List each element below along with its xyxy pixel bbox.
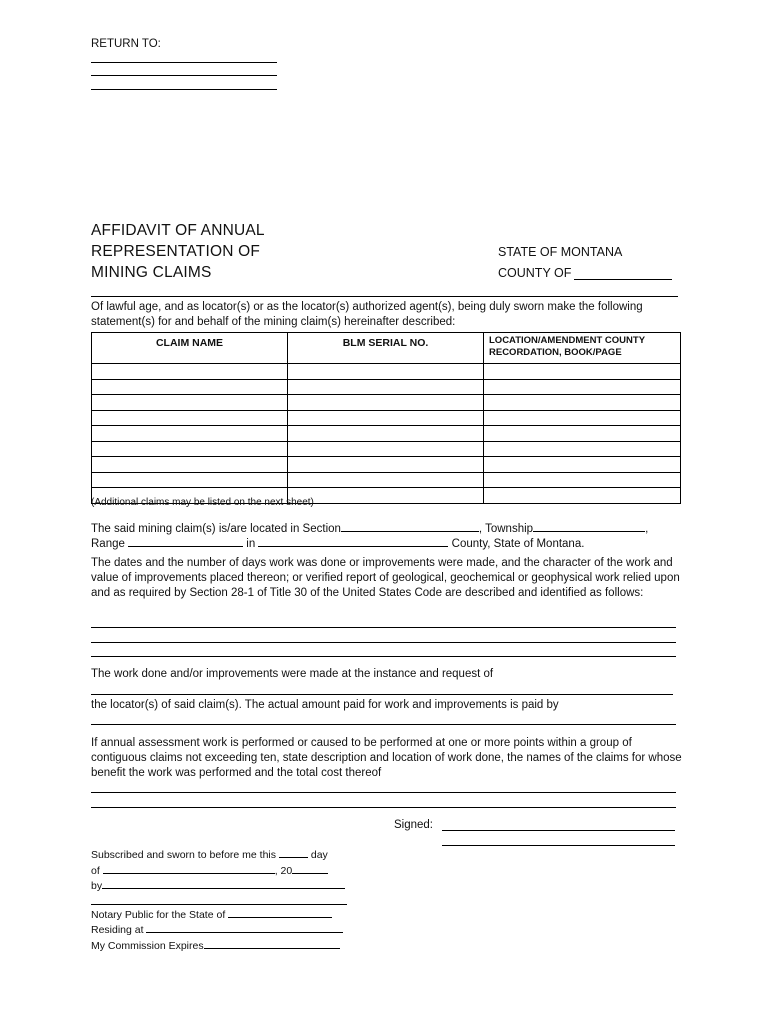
- notary-block: [91, 847, 347, 954]
- location-cell[interactable]: [484, 472, 681, 488]
- blm-serial-cell[interactable]: [288, 364, 484, 380]
- blm-serial-cell[interactable]: [288, 457, 484, 473]
- county-field[interactable]: [574, 279, 672, 280]
- form-title: [91, 220, 265, 283]
- notary-state-row: Notary Public for the State of: [91, 907, 347, 923]
- by-row: by: [91, 878, 347, 894]
- township-label: , Township: [478, 523, 534, 535]
- range-row: [91, 534, 584, 552]
- group-line-1[interactable]: [91, 792, 676, 793]
- section-field[interactable]: [341, 519, 479, 532]
- section-label: The said mining claim(s) is/are located in Section: [91, 523, 341, 535]
- claim-name-cell[interactable]: [92, 379, 288, 395]
- title-line-1: AFFIDAVIT OF ANNUAL: [91, 222, 265, 239]
- claim-name-cell[interactable]: [92, 364, 288, 380]
- return-to-line-2[interactable]: [91, 75, 277, 76]
- blm-serial-cell[interactable]: [288, 410, 484, 426]
- month-field[interactable]: [103, 863, 275, 874]
- col-claim-name: CLAIM NAME: [92, 333, 288, 364]
- year-field[interactable]: [292, 863, 328, 874]
- claim-name-cell[interactable]: [92, 441, 288, 457]
- signature-field[interactable]: [442, 830, 675, 831]
- group-work-text: If annual assessment work is performed or caused to be performed at one or more points within a group of contiguous claims not exceeding ten, state description and location of work done, the names of the claims for whose benefit the work was performed and the total cost thereof: [91, 737, 682, 779]
- table-row: [92, 364, 681, 380]
- blm-serial-cell[interactable]: [288, 441, 484, 457]
- claim-name-cell[interactable]: [92, 457, 288, 473]
- location-cell[interactable]: [484, 379, 681, 395]
- description-line-2[interactable]: [91, 642, 676, 643]
- location-cell[interactable]: [484, 364, 681, 380]
- return-to-line-3[interactable]: [91, 89, 277, 90]
- state-label: STATE OF MONTANA: [498, 245, 623, 259]
- by-field[interactable]: [102, 878, 345, 889]
- range-field[interactable]: [128, 534, 243, 547]
- claim-name-cell[interactable]: [92, 426, 288, 442]
- header-divider: [91, 296, 678, 297]
- claims-table: [91, 332, 681, 504]
- of-row: of , 20: [91, 863, 347, 879]
- residing-row: Residing at: [91, 922, 347, 938]
- description-line-1[interactable]: [91, 627, 676, 628]
- title-line-2: REPRESENTATION OF: [91, 243, 261, 260]
- signature-line-2[interactable]: [442, 845, 675, 846]
- claim-name-cell[interactable]: [92, 472, 288, 488]
- table-row: [92, 472, 681, 488]
- signed-label: Signed:: [394, 819, 434, 831]
- col-location: LOCATION/AMENDMENT COUNTY RECORDATION, BOOK/PAGE: [484, 333, 681, 364]
- additional-claims-note: (Additional claims may be listed on the next sheet): [91, 497, 314, 508]
- location-cell[interactable]: [484, 410, 681, 426]
- table-row: [92, 395, 681, 411]
- in-label: in: [246, 538, 256, 550]
- location-cell[interactable]: [484, 441, 681, 457]
- claim-name-cell[interactable]: [92, 410, 288, 426]
- day-field[interactable]: [279, 847, 308, 858]
- return-to-line-1[interactable]: [91, 62, 277, 63]
- blm-serial-cell[interactable]: [288, 488, 484, 504]
- table-row: [92, 426, 681, 442]
- col-blm-serial: BLM SERIAL NO.: [288, 333, 484, 364]
- range-label: Range: [91, 538, 125, 550]
- location-cell[interactable]: [484, 488, 681, 504]
- county-state-label: County, State of Montana.: [451, 538, 585, 550]
- county-label: COUNTY OF: [498, 266, 572, 280]
- description-line-3[interactable]: [91, 656, 676, 657]
- table-row: [92, 441, 681, 457]
- notary-state-field[interactable]: [228, 907, 332, 918]
- commission-row: My Commission Expires: [91, 938, 347, 954]
- location-cell[interactable]: [484, 395, 681, 411]
- paid-text: the locator(s) of said claim(s). The actual amount paid for work and improvements is paid by: [91, 699, 559, 711]
- table-row: [92, 457, 681, 473]
- location-cell[interactable]: [484, 457, 681, 473]
- instance-field[interactable]: [91, 694, 673, 695]
- instance-text: The work done and/or improvements were made at the instance and request of: [91, 668, 494, 680]
- work-description-text: The dates and the number of days work was done or improvements were made, and the character of the work and value of improvements placed thereon; or verified report of geological, geochemical or geophysical work relied upon and as required by Section 28-1 of Title 30 of the United States Code are described and identified as follows:: [91, 557, 680, 599]
- title-line-3: MINING CLAIMS: [91, 264, 212, 281]
- table-row: [92, 410, 681, 426]
- residing-field[interactable]: [146, 922, 343, 933]
- claim-name-cell[interactable]: [92, 395, 288, 411]
- subscribed-row: Subscribed and sworn to before me this day: [91, 849, 328, 861]
- blm-serial-cell[interactable]: [288, 472, 484, 488]
- location-cell[interactable]: [484, 426, 681, 442]
- section-row: The said mining claim(s) is/are located in Section , Township ,: [91, 519, 648, 537]
- county-in-field[interactable]: [258, 534, 448, 547]
- group-line-2[interactable]: [91, 807, 676, 808]
- commission-field[interactable]: [204, 938, 340, 949]
- blm-serial-cell[interactable]: [288, 379, 484, 395]
- notary-signature-field[interactable]: [91, 894, 347, 905]
- return-to-label: RETURN TO:: [91, 38, 161, 50]
- paid-field[interactable]: [91, 724, 676, 725]
- table-row: [92, 379, 681, 395]
- blm-serial-cell[interactable]: [288, 426, 484, 442]
- blm-serial-cell[interactable]: [288, 395, 484, 411]
- township-field[interactable]: [533, 519, 645, 532]
- intro-text: Of lawful age, and as locator(s) or as the locator(s) authorized agent(s), being duly sworn make the following statement(s) for and behalf of the mining claim(s) hereinafter described:: [91, 301, 643, 328]
